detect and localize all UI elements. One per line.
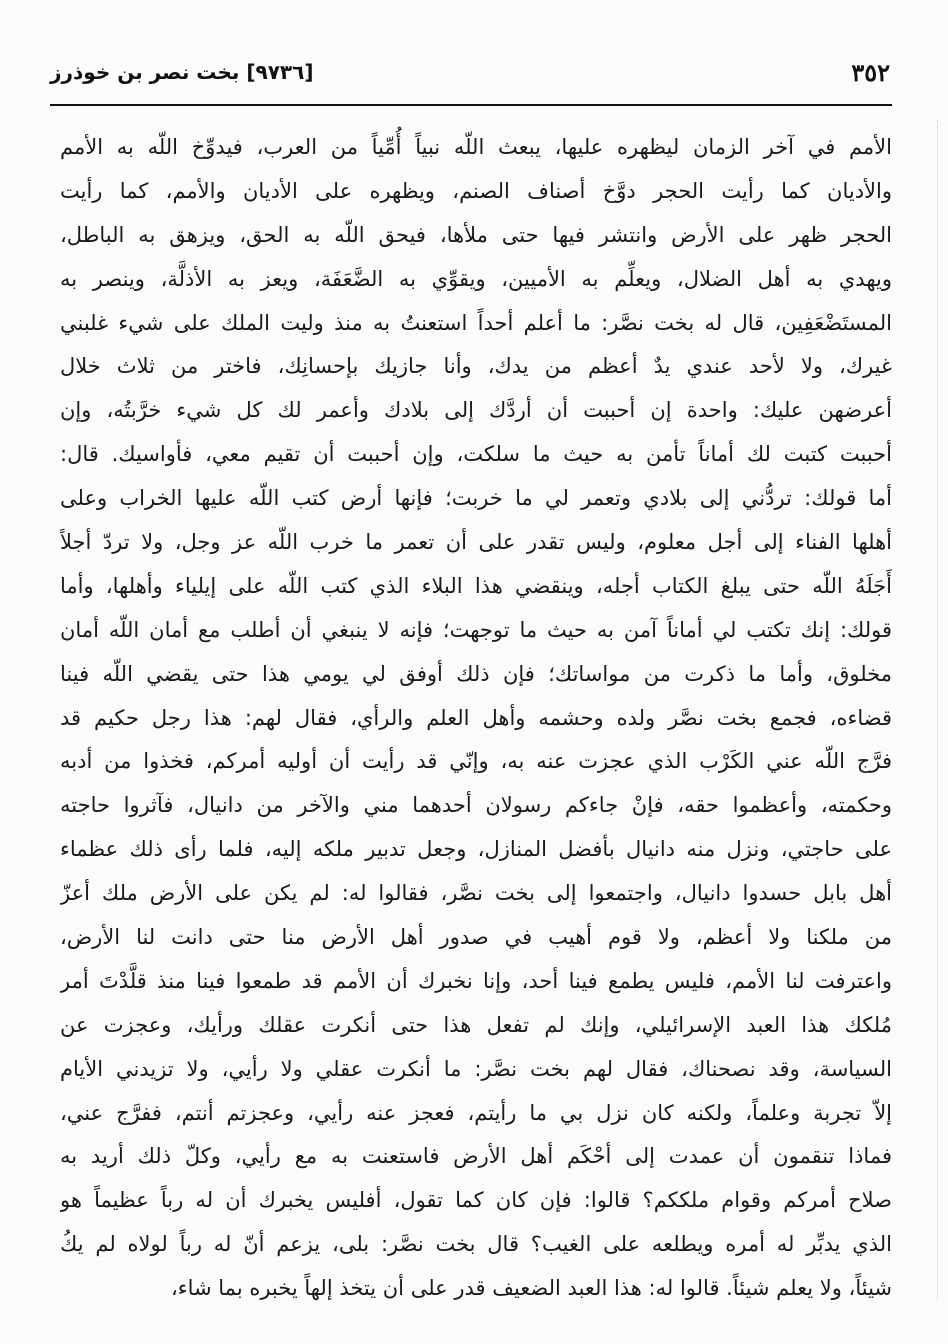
text-line: قضاءه، فجمع بخت نصَّر ولده وحشمه وأهل العلم والرأي، فقال لهم: هذا رجل حكيم قد [60,705,892,730]
text-line: صلاح أمركم وقوام ملككم؟ قالوا: فإن كان كما تقول، أفليس يخبرك أن له رباً عظيماً هو [60,1188,892,1213]
text-line: أهلها الفناء إلى أجل معلوم، وليس تقدر على أن تعمر ما خرب اللّه عز وجل، ولا تردّ أجلاً [60,530,892,555]
text-line: أعرضهن عليك: واحدة إن أحببت أن أردَّك إلى بلادك وأعمر لك كل شيء خرَّبتُه، وإن [60,398,892,423]
text-line: مخلوق، وأما ما ذكرت من مواساتك؛ فإن ذلك أوفق لي يومي هذا حتى يقضي اللّه فينا [60,661,892,686]
text-line: والأديان كما رأيت الحجر دوَّخ أصناف الصنم، ويظهره على الأديان والأمم، كما رأيت [60,178,892,203]
text-line: على حاجتي، ونزل منه دانيال بأفضل المنازل، وجعل تدبير ملكه إليه، فلما رأى ذلك عظماء [60,837,892,862]
scan-edge-divider [937,120,938,1300]
text-line: فماذا تنقمون أن عمدت إلى أحْكَم أهل الأرض فاستعنت به مع رأيي، وكلّ ذلك أريد به [60,1144,892,1169]
text-line: الحجر ظهر على الأرض وانتشر فيها حتى ملأها، فيحق اللّه به الحق، ويزهق به الباطل، [60,222,892,247]
text-line: إلاّ تجربة وعلماً، ولكنه كان نزل بي ما رأيتم، فعجز عنه رأيي، وعجزتم أنتم، ففرَّج عني، [60,1100,892,1125]
text-line: السياسة، وقد نصحناك، فقال لهم بخت نصَّر: ما أنكرت عقلي ولا رأيي، ولا تزيدني الأيام [60,1056,892,1081]
text-line: شيئاً، ولا يعلم شيئاً. قالوا له: هذا العبد الضعيف قدر على أن يتخذ إلهاً يخبره بما شاء، [170,1276,892,1301]
text-line: مُلكك هذا العبد الإسرائيلي، وإنك لم تفعل هذا حتى أنكرت عقلك ورأيك، وعجزت عن [60,1012,892,1037]
text-line: من ملكنا ولا أعظم، ولا قوم أهيب في صدور أهل الأرض منا حتى دانت لنا الأرض، [60,925,892,950]
text-line: المستَضْعَفِين، قال له بخت نصَّر: ما أعلم أحداً استعنتُ به منذ وليت الملك على شيء غلبني [60,310,892,335]
text-line: قولك: إنك تكتب لي أماناً آمن به حيث ما توجهت؛ فإنه لا ينبغي أن أطلب مع أمان اللّه أمان [60,617,892,642]
page-header [50,58,890,98]
body-text [60,126,892,1311]
text-line: أَجَلَهُ اللّه حتى يبلغ الكتاب أجله، وينقضي هذا البلاء الذي كتب اللّه على إيلياء وأهلها، وأما [60,573,892,598]
text-line: واعترفت لنا الأمم، فليس يطمع فينا أحد، وإنا نخبرك أن الأمم قد طمعوا فينا منذ قلَّدْتَ أمر [60,968,892,993]
page-number: ٣٥٢ [851,58,890,87]
text-line: ويهدي به أهل الضلال، ويعلِّم به الأميين، ويقوِّي به الضَّعَفَة، ويعز به الأذلَّة، وينصر به [60,266,892,291]
text-line: وحكمته، وأعظموا حقه، فإنْ جاءكم رسولان أحدهما مني والآخر من دانيال، فآثروا حاجته [60,793,892,818]
running-title: [٩٧٣٦] بخت نصر بن خوذرز [50,60,314,84]
text-line: غيرك، ولا لأحد عندي يدٌ أعظم من يدك، وأنا جازيك بإحسانِك، فاختر من ثلاث خلال [60,354,892,379]
text-line: فرَّج اللّه عني الكَرْب الذي عجزت عنه به، وإنّي قد رأيت أن أوليه أمركم، فخذوا من أدبه [60,749,892,774]
text-line: أما قولك: تردُّني إلى بلادي وتعمر لي ما خربت؛ فإنها أرض كتب اللّه عليها الخراب وعلى [60,486,892,511]
text-line: الأمم في آخر الزمان ليظهره عليها، يبعث اللّه نبياً أُمِّياً من العرب، فيدوِّخ اللّه به الأمم [60,135,892,159]
text-line: أهل بابل حسدوا دانيال، واجتمعوا إلى بخت نصَّر، فقالوا له: لم يكن على الأرض ملك أعزّ [60,881,892,906]
header-divider [50,104,892,106]
text-line: أحببت كتبت لك أماناً تأمن به حيث ما سلكت، وإن أحببت أن تقيم معي، فأواسيك. قال: [60,442,892,467]
text-line: الذي يدبِّر له أمره ويطلعه على الغيب؟ قال بخت نصَّر: بلى، يزعم أنّ له رباً لولاه لم يكُ [60,1232,892,1257]
